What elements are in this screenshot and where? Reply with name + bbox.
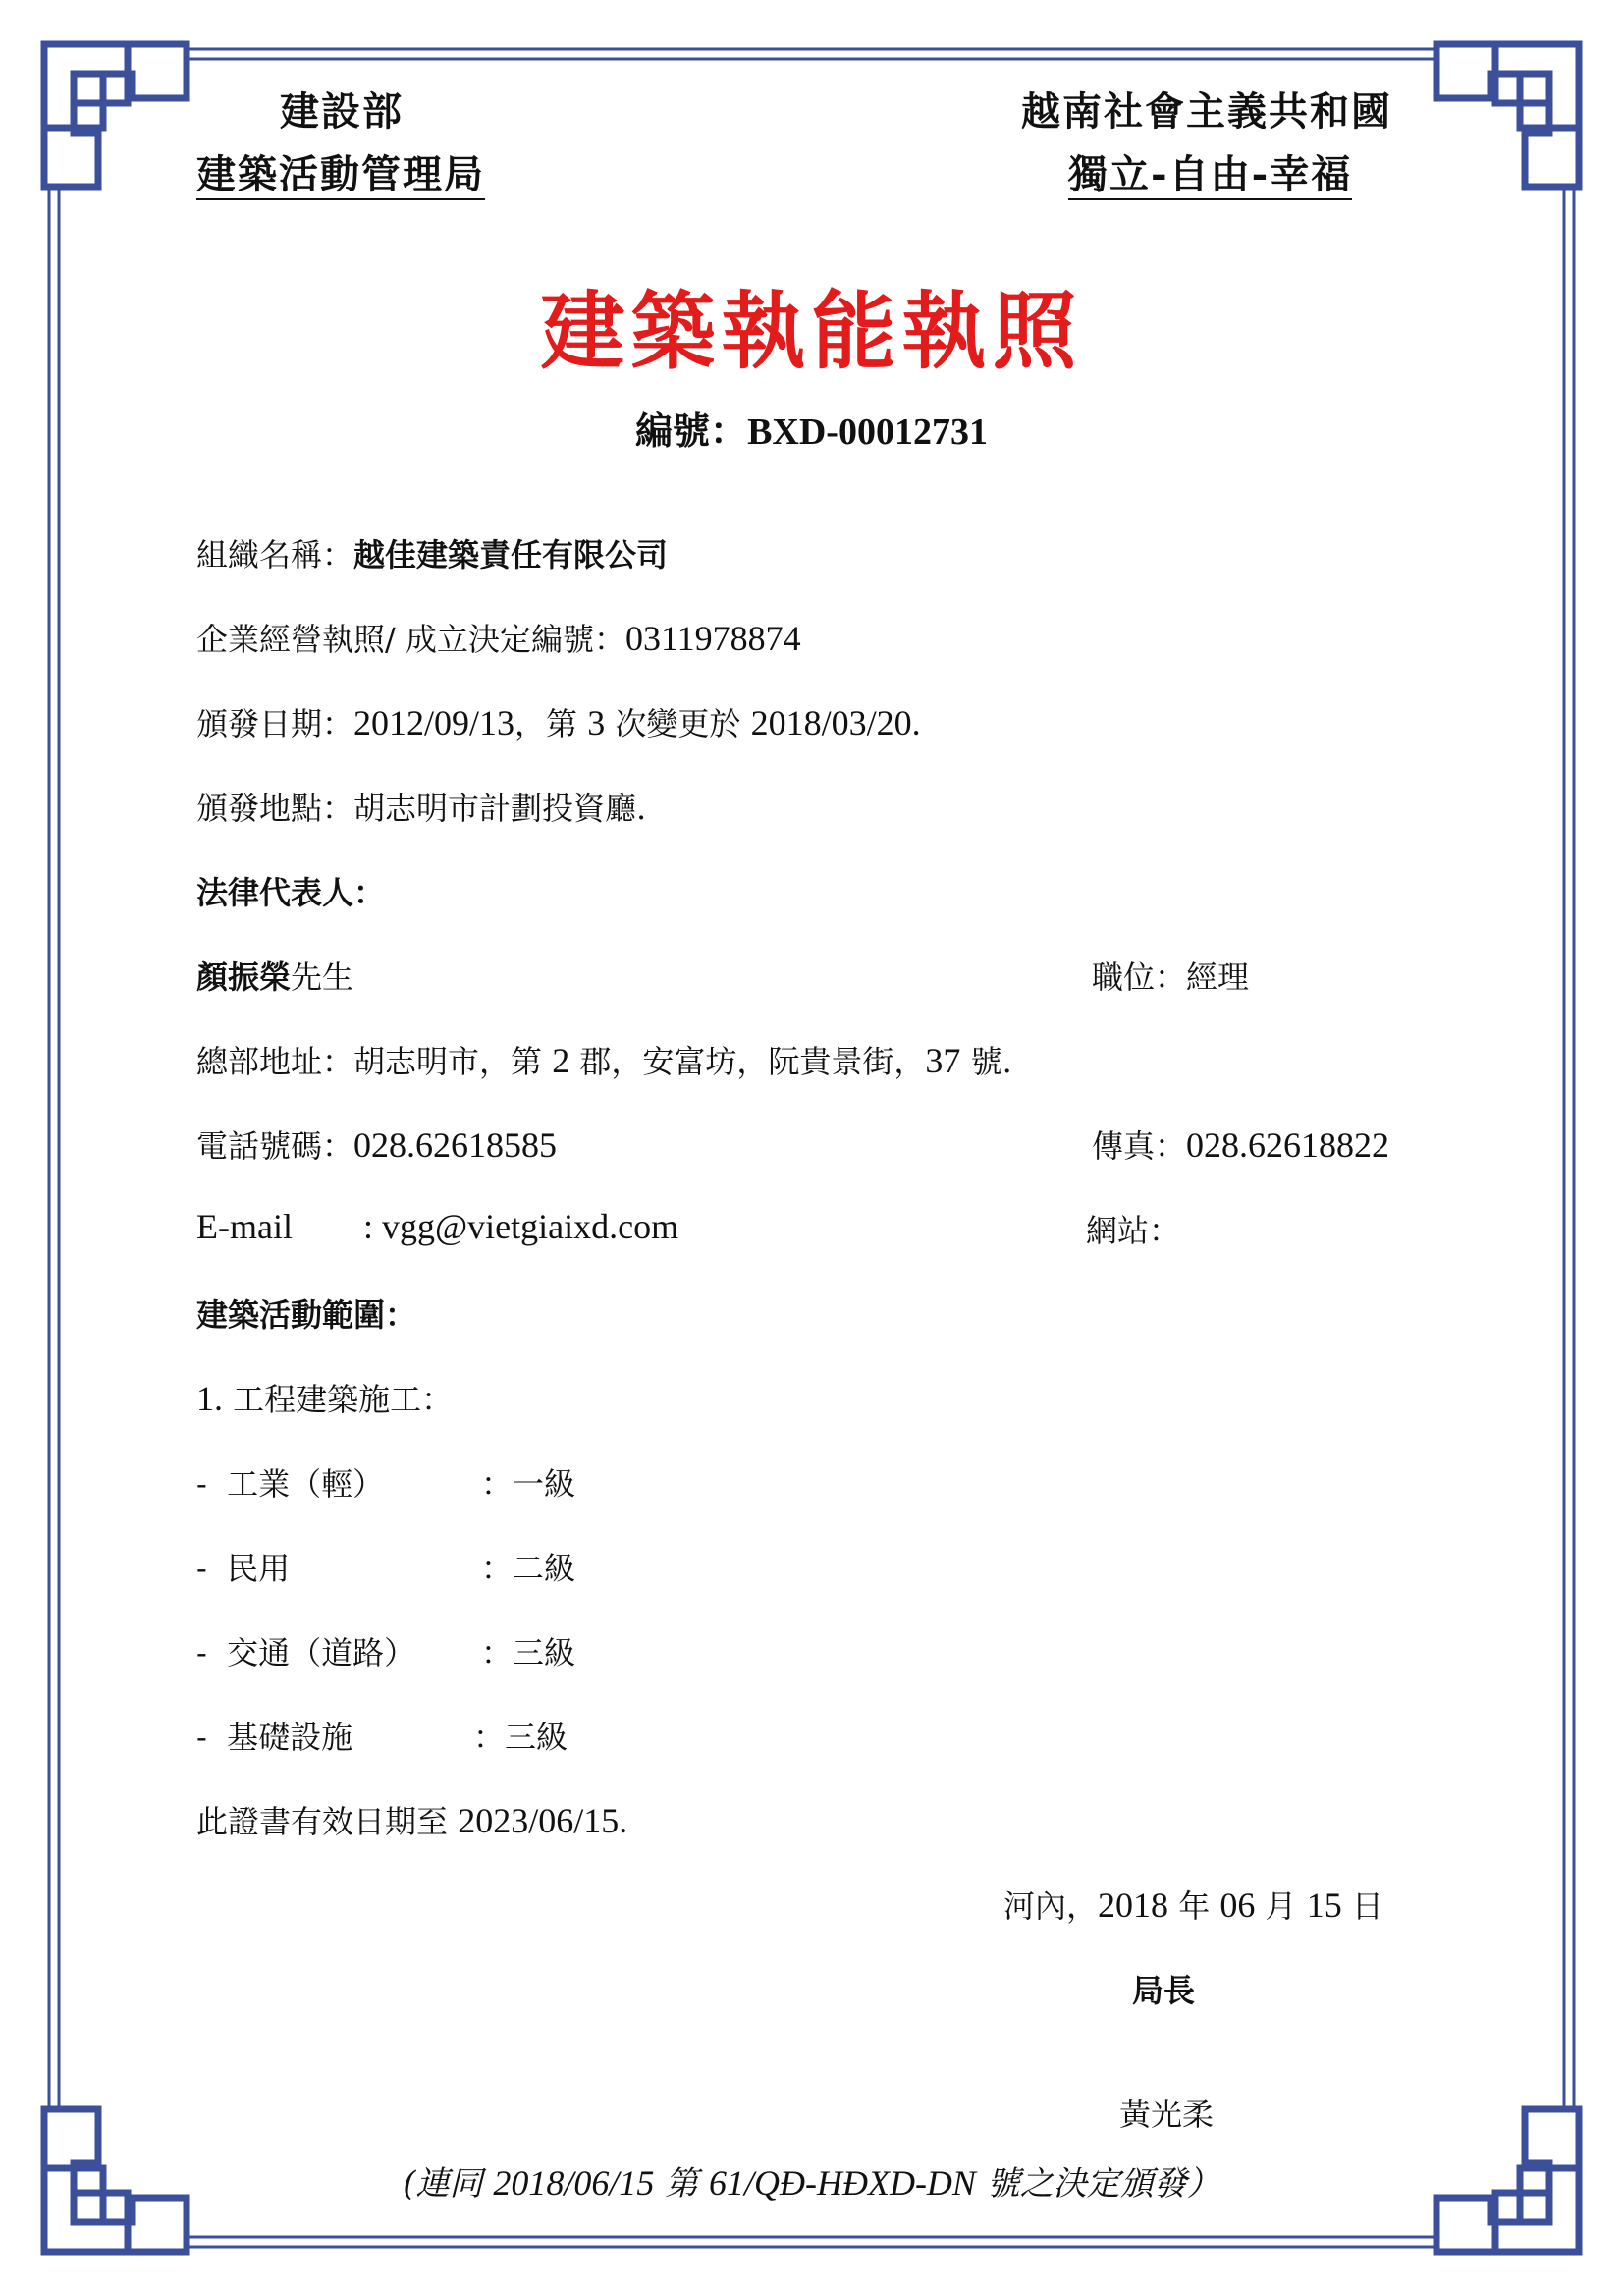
scope-category: 基礎設施 <box>227 1719 353 1756</box>
scope-item-title: 工程建築施工： <box>233 1381 454 1418</box>
scope-grade: 三級 <box>505 1719 568 1756</box>
phone-label: 電話號碼： <box>196 1127 354 1165</box>
note-text-2: 第 <box>654 2164 709 2204</box>
phone-row <box>196 1121 557 1167</box>
phone-value: 028.62618585 <box>353 1125 558 1165</box>
legal-rep-heading: 法律代表人： <box>196 874 386 911</box>
issue-date-value: 2012/09/13 <box>353 703 515 742</box>
change-times: 3 <box>587 703 606 742</box>
dash: - <box>196 1719 207 1756</box>
paren-open: ( <box>403 2164 416 2204</box>
issue-date-label: 頒發日期： <box>196 705 354 742</box>
address-label: 總部地址： <box>196 1043 354 1080</box>
signing-year: 2018 <box>1098 1886 1169 1925</box>
issue-date-sep: ，第 <box>514 705 588 742</box>
note-date: 2018/06/15 <box>493 2163 655 2203</box>
fax-value: 028.62618822 <box>1186 1125 1390 1165</box>
signer-role: 局長 <box>1132 1972 1196 2009</box>
day-unit: 日 <box>1341 1887 1383 1925</box>
signing-place-date <box>1003 1882 1383 1927</box>
business-license-label: 企業經營執照/ 成立決定編號： <box>196 621 625 658</box>
corner-ornament-top-left <box>44 44 187 187</box>
issue-place-label: 頒發地點： <box>196 790 354 827</box>
headquarters-address-row <box>196 1037 1012 1082</box>
dash: - <box>196 1550 207 1587</box>
scope-grade-2 <box>481 1544 575 1589</box>
license-number <box>0 401 1623 455</box>
address-district: 2 <box>552 1041 570 1080</box>
validity-date: 2023/06/15. <box>458 1801 628 1840</box>
scope-row-3 <box>196 1628 415 1673</box>
scope-row-4 <box>196 1713 352 1758</box>
grade-sep: ： <box>481 1634 514 1671</box>
address-end: 號. <box>960 1043 1012 1080</box>
change-text: 次變更於 <box>605 705 751 742</box>
change-date: 2018/03/20. <box>750 703 921 742</box>
ministry-name: 建設部 <box>280 88 404 135</box>
address-city: 胡志明市，第 <box>353 1043 553 1080</box>
website-label: 網站： <box>1086 1212 1181 1249</box>
note-text-1: 連同 <box>415 2164 494 2204</box>
issue-place-row <box>196 784 646 829</box>
email-sep: : <box>363 1207 383 1246</box>
department-name <box>196 143 485 199</box>
scope-item-number: 1. <box>196 1379 223 1418</box>
scope-grade: 二級 <box>513 1550 576 1587</box>
grade-sep: ： <box>481 1550 514 1587</box>
scope-grade: 一級 <box>513 1465 576 1503</box>
address-number: 37 <box>925 1041 961 1080</box>
note-text-3: 號之決定頒發 <box>975 2164 1187 2204</box>
scope-grade-4 <box>473 1713 568 1758</box>
signing-place: 河內， <box>1003 1887 1099 1925</box>
decision-number: 61/QĐ-HĐXD-DN <box>708 2163 976 2203</box>
paren-close: ） <box>1186 2164 1220 2204</box>
organization-name: 越佳建築責任有限公司 <box>353 536 669 574</box>
month-unit: 月 <box>1255 1887 1307 1925</box>
fax-label: 傳真： <box>1092 1127 1187 1165</box>
validity-row <box>196 1797 627 1842</box>
signer-name: 黃光柔 <box>1119 2096 1215 2133</box>
scope-grade: 三級 <box>513 1634 576 1671</box>
decision-note <box>0 2157 1623 2205</box>
organization-label: 組織名稱： <box>196 536 354 574</box>
scope-category: 交通（道路） <box>227 1634 416 1671</box>
legal-rep-title: 先生 <box>291 958 354 996</box>
license-number-value: BXD-00012731 <box>747 411 988 453</box>
position-value: 經理 <box>1186 958 1250 996</box>
scope-grade-3 <box>481 1628 575 1673</box>
national-motto <box>1068 143 1352 199</box>
year-unit: 年 <box>1168 1887 1220 1925</box>
legal-rep-name-row <box>196 953 353 998</box>
organization-row <box>196 530 668 575</box>
email-value: vgg@vietgiaixd.com <box>382 1207 679 1246</box>
dash: - <box>196 1634 207 1671</box>
position-label: 職位： <box>1092 958 1187 996</box>
validity-text: 此證書有效日期至 <box>196 1803 459 1840</box>
business-license-value: 0311978874 <box>624 619 801 658</box>
scope-grade-1 <box>481 1459 575 1504</box>
document-title: 建築執能執照 <box>540 282 1083 381</box>
issue-date-row <box>196 699 921 744</box>
scope-category: 民用 <box>227 1550 291 1587</box>
country-name: 越南社會主義共和國 <box>1021 88 1392 135</box>
license-number-label: 編號： <box>635 409 748 453</box>
email-row <box>363 1206 678 1247</box>
scope-heading: 建築活動範圍： <box>196 1296 417 1334</box>
scope-row-1 <box>196 1459 384 1504</box>
grade-sep: ： <box>473 1719 506 1756</box>
national-motto-text: 獨立-自由-幸福 <box>1068 151 1352 200</box>
grade-sep: ： <box>481 1465 514 1503</box>
corner-ornament-top-right <box>1436 44 1579 187</box>
signing-day: 15 <box>1306 1886 1342 1925</box>
scope-item <box>196 1375 453 1420</box>
business-license-row <box>196 615 801 660</box>
fax-row <box>1092 1121 1389 1167</box>
address-rest: 郡，安富坊，阮貴景街， <box>569 1043 926 1080</box>
department-name-text: 建築活動管理局 <box>196 151 485 200</box>
legal-rep-name: 顏振榮 <box>196 958 292 996</box>
signing-month: 06 <box>1219 1886 1256 1925</box>
scope-category: 工業（輕） <box>227 1465 385 1503</box>
legal-rep-position-row <box>1092 953 1249 998</box>
email-label: E-mail <box>196 1207 293 1246</box>
dash: - <box>196 1465 207 1503</box>
issue-place-value: 胡志明市計劃投資廳. <box>353 790 647 827</box>
scope-row-2 <box>196 1544 290 1589</box>
